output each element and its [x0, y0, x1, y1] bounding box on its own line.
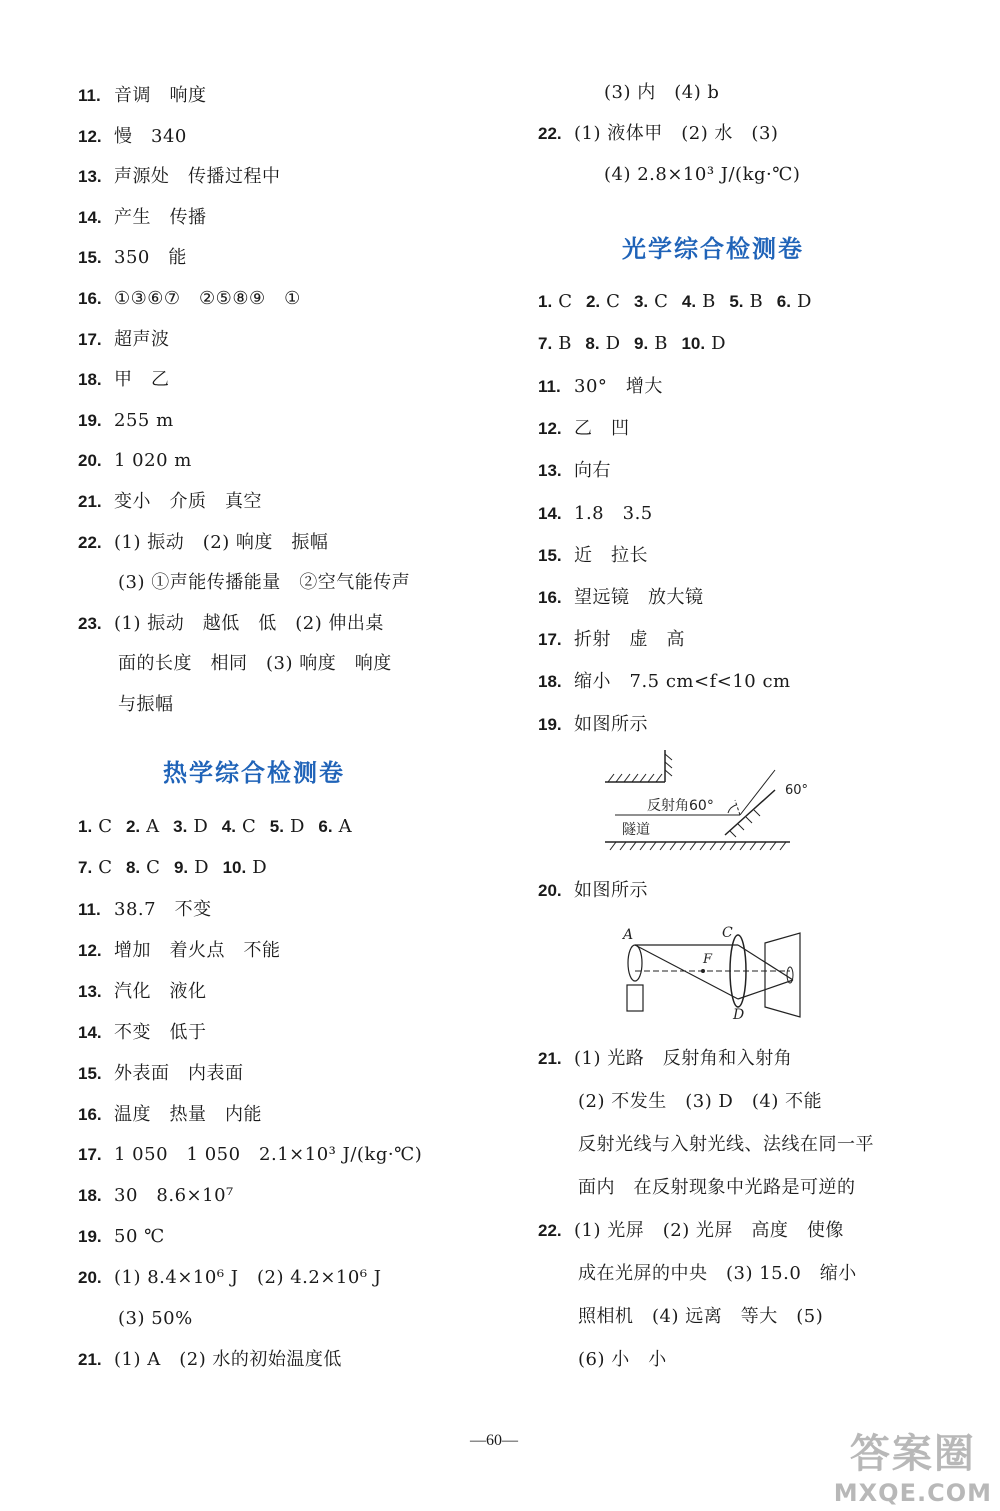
answer-text: 如图所示: [574, 713, 648, 735]
answer-text: (4) 2.8×10³ J/(kg·℃): [604, 164, 801, 185]
mc-answer: [538, 332, 571, 356]
mc-number: 2.: [585, 292, 601, 311]
page-number: —60—: [470, 1432, 518, 1449]
answer-text: 折射 虚 高: [574, 629, 685, 651]
answer-text: (1) 光路 反射角和入射角: [574, 1048, 793, 1069]
answer-text: 面的长度 相同 (3) 响度 响度: [118, 653, 392, 675]
answer-line: [78, 1307, 193, 1331]
answer-text: (1) 振动 (2) 响度 振幅: [114, 531, 329, 553]
answer-line: [78, 1184, 234, 1208]
question-number: 20.: [538, 881, 562, 900]
answer-line: [538, 417, 630, 441]
fig20-label-C: C: [722, 925, 733, 941]
answer-line: [78, 328, 170, 352]
mc-answer: [270, 815, 305, 839]
question-number: 23.: [78, 613, 102, 633]
answer-line: [538, 1219, 844, 1243]
answer-text: (3) ①声能传播能量 ②空气能传声: [118, 572, 411, 594]
mc-answer: [223, 856, 267, 880]
fig19-60-label: 60°: [785, 783, 809, 798]
answer-text: 汽化 液化: [114, 980, 207, 1002]
mc-answer: [586, 290, 620, 314]
mc-answer: [78, 856, 112, 880]
optics-mc-row-2: [538, 332, 740, 356]
question-number: 11.: [78, 900, 101, 919]
question-number: 12.: [538, 419, 562, 439]
mc-number: 4.: [221, 817, 236, 836]
mc-answer: [585, 332, 620, 356]
question-number: 15.: [78, 248, 102, 268]
answer-line: [538, 628, 685, 652]
mc-answer: [681, 332, 725, 356]
question-number: 17.: [78, 329, 102, 349]
mc-number: 6.: [776, 292, 791, 311]
answer-text: (1) 振动 越低 低 (2) 伸出桌: [114, 612, 384, 634]
mc-letter: C: [654, 291, 668, 312]
question-number: 14.: [78, 207, 102, 227]
answer-line: [78, 449, 192, 473]
answer-line: [538, 1047, 792, 1071]
answer-line: [78, 531, 328, 555]
answer-line: [78, 939, 281, 963]
answer-text: 30 8.6×10⁷: [114, 1185, 234, 1207]
question-number: 14.: [538, 503, 562, 523]
answer-line: [78, 1062, 244, 1086]
answer-line: [538, 713, 648, 737]
question-number: 18.: [78, 1186, 102, 1206]
right-column: [500, 0, 1000, 1511]
mc-answer: [634, 332, 667, 356]
answer-line: [78, 571, 410, 595]
answer-text: 乙 凹: [574, 418, 630, 440]
mc-number: 9.: [173, 858, 189, 877]
answer-text: 温度 热量 内能: [114, 1103, 262, 1125]
question-number: 17.: [78, 1145, 102, 1165]
answer-text: 超声波: [114, 328, 170, 350]
answer-text: 50 ℃: [114, 1226, 165, 1248]
answer-line: [78, 1225, 165, 1249]
mc-letter: C: [558, 291, 572, 312]
mc-letter: C: [606, 291, 620, 312]
mc-number: 7.: [538, 334, 553, 353]
fig20-label-A: A: [623, 927, 634, 943]
question-number: 18.: [78, 370, 102, 390]
answer-line: [78, 1103, 262, 1127]
question-number: 16.: [78, 1104, 102, 1124]
answer-text: 近 拉长: [574, 544, 648, 566]
answer-line: [78, 409, 174, 433]
answer-line: [78, 1348, 342, 1372]
answer-text: 如图所示: [574, 880, 648, 901]
answer-text: (1) 8.4×10⁶ J (2) 4.2×10⁶ J: [114, 1267, 382, 1289]
mc-answer: [634, 290, 668, 314]
mc-answer: [729, 290, 762, 314]
mc-number: 10.: [681, 334, 706, 353]
question-number: 17.: [538, 630, 562, 650]
answer-line: [78, 246, 187, 270]
question-number: 21.: [78, 492, 102, 511]
answer-text: 350 能: [114, 247, 187, 269]
mc-letter: C: [241, 816, 256, 837]
answer-line: [538, 670, 791, 694]
answer-line: [78, 612, 384, 636]
mc-number: 7.: [78, 858, 93, 877]
answer-line: [538, 586, 704, 610]
figure-19-reflection-diagram: [600, 750, 810, 865]
question-number: 19.: [78, 410, 102, 430]
answer-line: [538, 459, 611, 483]
question-number: 16.: [538, 588, 562, 607]
answer-text: 38.7 不变: [114, 899, 212, 920]
question-number: 16.: [78, 289, 102, 308]
mc-letter: C: [98, 816, 112, 837]
answer-text: 慢 340: [114, 125, 187, 147]
question-number: 22.: [538, 124, 562, 143]
answer-line: [78, 490, 262, 514]
answer-line: [78, 125, 187, 149]
question-number: 12.: [78, 126, 102, 146]
fig19-tunnel-label: 隧道: [622, 822, 650, 838]
question-number: 11.: [538, 377, 561, 396]
question-number: 11.: [78, 86, 101, 105]
answer-line: [78, 368, 170, 392]
mc-letter: A: [338, 816, 352, 837]
answer-text: (3) 内 (4) b: [604, 82, 720, 103]
answer-text: (3) 50%: [118, 1308, 193, 1329]
answer-line: [78, 287, 301, 311]
mc-answer: [318, 815, 351, 839]
mc-letter: D: [289, 816, 305, 837]
mc-number: 9.: [634, 334, 649, 353]
answer-line: [538, 375, 663, 399]
answer-text: 照相机 (4) 远离 等大 (5): [578, 1306, 824, 1327]
answer-line: [78, 165, 281, 189]
answer-text: 声源处 传播过程中: [114, 166, 281, 188]
answer-text: 成在光屏的中央 (3) 15.0 缩小: [578, 1263, 857, 1284]
answer-text: 1 020 m: [114, 450, 192, 472]
answer-line: [78, 84, 207, 108]
answer-text: 变小 介质 真空: [114, 491, 262, 512]
answer-line: [538, 544, 648, 568]
answer-line: [538, 1090, 822, 1114]
question-number: 21.: [538, 1049, 562, 1068]
mc-number: 4.: [681, 292, 697, 311]
answer-text: 反射光线与入射光线、法线在同一平: [578, 1134, 874, 1155]
question-number: 19.: [538, 714, 562, 734]
mc-answer: [174, 856, 209, 880]
answer-text: (1) 光屏 (2) 光屏 高度 使像: [574, 1220, 844, 1241]
fig20-label-F: F: [703, 952, 713, 967]
answer-text: (1) A (2) 水的初始温度低: [114, 1348, 342, 1370]
mc-number: 2.: [125, 817, 141, 836]
answer-line: [538, 122, 778, 146]
mc-letter: B: [558, 333, 572, 354]
mc-answer: [78, 815, 112, 839]
fig20-label-D: D: [733, 1007, 745, 1023]
answer-text: 甲 乙: [114, 369, 170, 391]
answer-text: (2) 不发生 (3) D (4) 不能: [578, 1091, 823, 1112]
question-number: 18.: [538, 672, 562, 692]
answer-line: [538, 1176, 856, 1200]
answer-text: 望远镜 放大镜: [574, 587, 704, 608]
answer-line: [78, 1143, 422, 1167]
answer-text: 1 050 1 050 2.1×10³ J/(kg·℃): [114, 1144, 423, 1166]
mc-number: 1.: [538, 292, 553, 311]
mc-number: 5.: [729, 292, 744, 311]
answer-text: 缩小 7.5 cm<f<10 cm: [574, 671, 791, 693]
answer-text: (1) 液体甲 (2) 水 (3): [574, 123, 779, 144]
mc-answer: [222, 815, 256, 839]
mc-number: 8.: [125, 858, 141, 877]
mc-letter: D: [796, 291, 812, 312]
fig19-angle-label: 反射角60°: [647, 798, 714, 814]
mc-letter: C: [98, 857, 112, 878]
mc-answer: [173, 815, 208, 839]
answer-line: [78, 693, 174, 717]
answer-text: 向右: [574, 460, 611, 482]
mc-number: 3.: [173, 817, 188, 836]
answer-text: 30° 增大: [574, 376, 663, 397]
question-number: 20.: [78, 451, 102, 471]
question-number: 21.: [78, 1349, 102, 1369]
answer-line: [538, 1262, 857, 1286]
mc-answer: [126, 815, 159, 839]
answer-text: (6) 小 小: [578, 1349, 667, 1370]
answer-line: [538, 502, 653, 526]
question-number: 13.: [78, 167, 102, 187]
mc-letter: A: [146, 816, 160, 837]
mc-letter: B: [749, 291, 763, 312]
heat-section-title: 热学综合检测卷: [163, 759, 345, 787]
answer-text: 与振幅: [118, 694, 174, 715]
mc-answer: [538, 290, 572, 314]
mc-letter: B: [654, 333, 668, 354]
question-number: 14.: [78, 1022, 102, 1042]
mc-letter: D: [711, 333, 726, 354]
mc-answer: [126, 856, 160, 880]
watermark-logo: 答案圈 MXQE.COM: [833, 1431, 992, 1507]
answer-line: [538, 1133, 874, 1157]
answer-text: ①③⑥⑦ ②⑤⑧⑨ ①: [114, 288, 301, 309]
figure-20-lens-diagram: [615, 925, 815, 1025]
mc-letter: D: [252, 857, 267, 878]
question-number: 15.: [538, 545, 562, 565]
mc-answer: [777, 290, 812, 314]
mc-letter: D: [194, 857, 209, 878]
question-number: 13.: [538, 461, 562, 481]
answer-text: 不变 低于: [114, 1021, 207, 1043]
mc-number: 8.: [585, 334, 600, 353]
question-number: 19.: [78, 1227, 102, 1247]
answer-text: 面内 在反射现象中光路是可逆的: [578, 1177, 856, 1198]
mc-number: 5.: [269, 817, 284, 836]
question-number: 22.: [538, 1221, 562, 1240]
answer-text: 音调 响度: [114, 85, 207, 106]
question-number: 13.: [78, 981, 102, 1001]
answer-line: [78, 980, 207, 1004]
answer-line: [78, 1266, 381, 1290]
mc-letter: C: [146, 857, 160, 878]
answer-text: 产生 传播: [114, 206, 207, 228]
answer-text: 255 m: [114, 409, 174, 431]
answer-text: 1.8 3.5: [574, 502, 653, 524]
mc-number: 6.: [318, 817, 333, 836]
question-number: 22.: [78, 532, 102, 552]
mc-answer: [682, 290, 715, 314]
answer-line: [568, 163, 800, 187]
answer-line: [538, 1348, 667, 1372]
mc-number: 3.: [633, 292, 649, 311]
heat-mc-row-1: [78, 815, 366, 839]
answer-line: [538, 1305, 823, 1329]
question-number: 15.: [78, 1063, 102, 1083]
mc-letter: D: [605, 333, 621, 354]
mc-number: 10.: [222, 858, 247, 877]
answer-text: 外表面 内表面: [114, 1062, 244, 1084]
answer-line: [568, 81, 719, 105]
answer-line: [78, 652, 392, 676]
answer-line: [78, 206, 207, 230]
optics-mc-row-1: [538, 290, 825, 314]
mc-letter: D: [193, 816, 208, 837]
heat-mc-row-2: [78, 856, 281, 880]
question-number: 12.: [78, 940, 102, 960]
answer-line: [78, 1021, 207, 1045]
mc-letter: B: [702, 291, 716, 312]
optics-question-20: [538, 879, 648, 903]
answer-text: 增加 着火点 不能: [114, 939, 281, 961]
question-number: 20.: [78, 1268, 102, 1288]
answer-line: [78, 898, 212, 922]
optics-section-title: 光学综合检测卷: [622, 235, 804, 263]
mc-number: 1.: [78, 817, 93, 836]
